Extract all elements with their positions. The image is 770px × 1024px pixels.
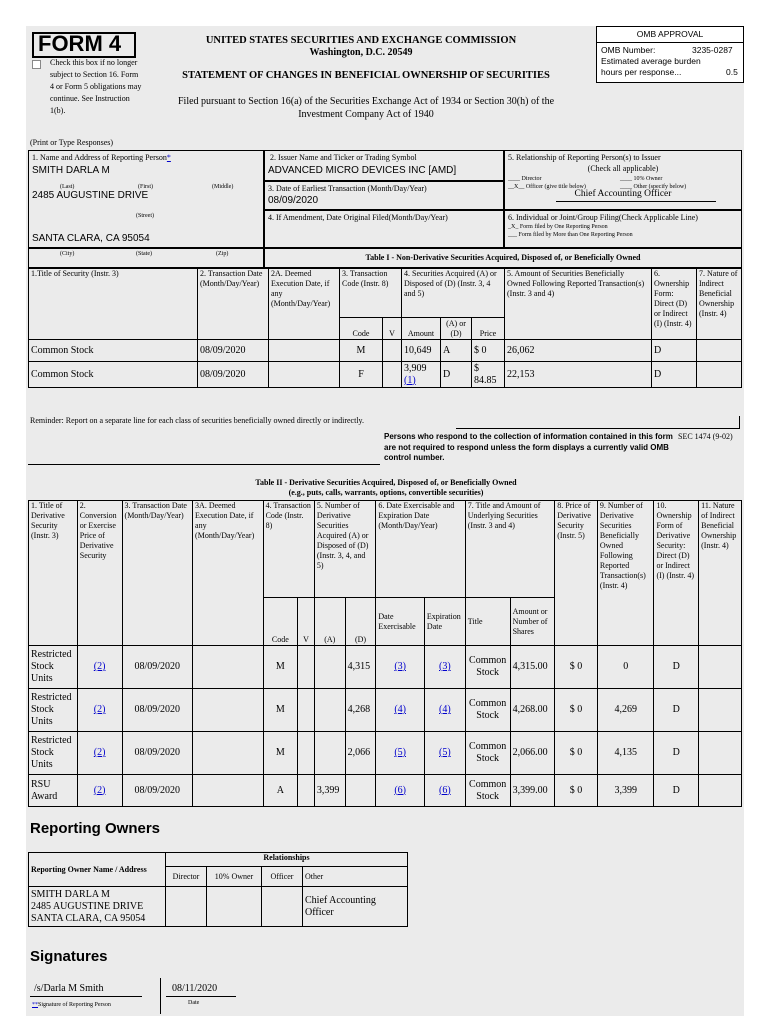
t2-h11: 11. Nature of Indirect Beneficial Ownership (Instr. 4): [699, 501, 742, 646]
zip-label: (Zip): [216, 251, 229, 257]
cell-exp: [424, 732, 465, 775]
footnote-link[interactable]: *: [166, 153, 171, 162]
footnote-link[interactable]: (4): [394, 704, 406, 715]
cell-deemed: [193, 689, 264, 732]
t1-h1: 1.Title of Security (Instr. 3): [29, 269, 198, 340]
footnote-link[interactable]: (5): [439, 747, 451, 758]
signatures-heading: Signatures: [30, 948, 108, 965]
footnote-link[interactable]: (2): [93, 747, 106, 758]
reporting-person-street: 2485 AUGUSTINE DRIVE: [32, 190, 149, 201]
cell-nature: [697, 340, 742, 362]
cell-conv: [77, 732, 122, 775]
cell-title: Restricted Stock Units: [29, 689, 78, 732]
ten-pct-option: ____ 10% Owner: [620, 176, 663, 182]
first-label: (First): [138, 184, 153, 190]
t1-h4: 4. Securities Acquired (A) or Disposed of (D) (Instr. 3, 4 and 5): [402, 269, 505, 318]
cell-a: [314, 732, 345, 775]
footnote-link[interactable]: (4): [439, 704, 451, 715]
cell-code: M: [263, 689, 298, 732]
cell-date: 08/09/2020: [122, 732, 193, 775]
t2-amount-h: Amount or Number of Shares: [510, 598, 555, 646]
city-label: (City): [60, 251, 75, 257]
last-label: (Last): [60, 184, 75, 190]
table-row: [29, 732, 742, 775]
table-row: [29, 340, 742, 362]
cell-d: 4,268: [345, 689, 376, 732]
amendment-label: 4. If Amendment, Date Original Filed(Month/Day/Year): [268, 213, 448, 222]
cell-price: $ 0: [555, 775, 598, 807]
cell-shares: 2,066.00: [510, 732, 555, 775]
cell-aord: A: [441, 340, 472, 362]
cell-v: [298, 689, 315, 732]
reporting-owners-heading: Reporting Owners: [30, 820, 161, 837]
owner-other: Chief Accounting Officer: [303, 887, 408, 927]
t2-h8: 8. Price of Derivative Security (Instr. 5): [555, 501, 598, 646]
cell-under: Common Stock: [465, 775, 510, 807]
cell-owned: 22,153: [505, 362, 652, 388]
issuer-name: ADVANCED MICRO DEVICES INC [AMD]: [268, 165, 457, 176]
cell-nature: [699, 646, 742, 689]
issuer-label: 2. Issuer Name and Ticker or Trading Symbol: [270, 153, 417, 162]
relationships-header: Relationships: [166, 853, 408, 867]
cell-code: M: [340, 340, 383, 362]
t2-date-ex-h: Date Exercisable: [376, 598, 425, 646]
t2-h5: 5. Number of Derivative Securities Acquired (A) or Disposed of (D) (Instr. 3, 4, and 5): [314, 501, 376, 598]
table-row: [29, 646, 742, 689]
t2-code-h: Code: [263, 598, 298, 646]
cell-price: $ 0: [555, 732, 598, 775]
cell-owned: 4,135: [597, 732, 654, 775]
officer-header: Officer: [262, 867, 303, 887]
cell-title: Common Stock: [29, 340, 198, 362]
cell-amount: 10,649: [402, 340, 441, 362]
reporting-person-label: 1. Name and Address of Reporting Person*: [32, 153, 171, 162]
table-row: [29, 689, 742, 732]
cell-amount: 3,909 (1): [402, 362, 441, 388]
cell-v: [383, 340, 402, 362]
t2-h2: 2. Conversion or Exercise Price of Derivative Security: [77, 501, 122, 646]
footnote-link[interactable]: (2): [93, 661, 106, 672]
omb-burden-label: Estimated average burden: [601, 56, 701, 66]
cell-conv: [77, 775, 122, 807]
cell-a: [314, 689, 345, 732]
cell-form: D: [654, 775, 699, 807]
cell-date: 08/09/2020: [122, 689, 193, 732]
cell-v: [298, 732, 315, 775]
cell-deemed: [193, 646, 264, 689]
cell-a: [314, 646, 345, 689]
t1-price-h: Price: [472, 318, 505, 340]
reporting-person-name: SMITH DARLA M: [32, 165, 110, 176]
relationship-sub: (Check all applicable): [587, 164, 659, 173]
omb-title: OMB APPROVAL: [636, 29, 704, 39]
cell-conv: [77, 646, 122, 689]
omb-hours: 0.5: [726, 67, 738, 77]
cell-shares: 3,399.00: [510, 775, 555, 807]
t1-h7: 7. Nature of Indirect Beneficial Ownership (Instr. 4): [697, 269, 742, 340]
cell-code: F: [340, 362, 383, 388]
t2-title-h: Title: [465, 598, 510, 646]
signature-line: [30, 996, 142, 997]
officer-title: Chief Accounting Officer: [574, 189, 672, 199]
cell-deemed: [269, 362, 340, 388]
statement-title: STATEMENT OF CHANGES IN BENEFICIAL OWNERSHIP OF SECURITIES: [182, 70, 550, 81]
relationship-label: 5. Relationship of Reporting Person(s) to Issuer: [508, 153, 661, 162]
cell-owned: 0: [597, 646, 654, 689]
state-label: (State): [136, 251, 152, 257]
sec-code: SEC 1474 (9-02): [678, 432, 733, 441]
cell-price: $ 0: [472, 340, 505, 362]
date-line: [166, 996, 236, 997]
omb-number: 3235-0287: [692, 45, 733, 55]
cell-code: M: [263, 646, 298, 689]
footnote-link[interactable]: (6): [439, 784, 451, 796]
ten-pct-header: 10% Owner: [207, 867, 262, 887]
t1-h2: 2. Transaction Date (Month/Day/Year): [198, 269, 269, 340]
form-page: [26, 26, 744, 1016]
t1-h3: 3. Transaction Code (Instr. 8): [340, 269, 402, 318]
cell-form: D: [652, 340, 697, 362]
cell-deemed: [269, 340, 340, 362]
other-header: Other: [303, 867, 408, 887]
cell-code: M: [263, 732, 298, 775]
notice-line: [28, 464, 380, 465]
cell-price: $ 0: [555, 689, 598, 732]
cell-nature: [699, 689, 742, 732]
footnote-link[interactable]: **: [32, 1002, 38, 1008]
check-box-instructions: Check this box if no longer subject to Section 16. Form 4 or Form 5 obligations may continue. See Instruction 1(b).: [50, 58, 142, 115]
derivative-table: [28, 500, 742, 807]
owner-address: SMITH DARLA M 2485 AUGUSTINE DRIVE SANTA CLARA, CA 95054: [29, 887, 166, 927]
other-option: ____ Other (specify below): [620, 184, 687, 190]
cell-d: 4,315: [345, 646, 376, 689]
reminder-tick: [739, 416, 740, 428]
cell-d: [345, 775, 376, 807]
cell-a: 3,399: [314, 775, 345, 807]
cell-form: D: [652, 362, 697, 388]
cell-shares: 4,315.00: [510, 646, 555, 689]
t2-h9: 9. Number of Derivative Securities Beneficially Owned Following Reported Transaction(s) (Instr. 4): [597, 501, 654, 646]
cell-deemed: [193, 732, 264, 775]
t2-h10: 10. Ownership Form of Derivative Security: Direct (D) or Indirect (I) (Instr. 4): [654, 501, 699, 646]
director-option: ____ Director: [508, 176, 542, 182]
cell-aord: D: [441, 362, 472, 388]
reporting-owners-table: [28, 852, 408, 927]
earliest-date-label: 3. Date of Earliest Transaction (Month/Day/Year): [268, 184, 427, 193]
cell-d: 2,066: [345, 732, 376, 775]
cell-date: 08/09/2020: [122, 646, 193, 689]
cell-date: 08/09/2020: [198, 362, 269, 388]
form-title: FORM 4: [38, 31, 122, 56]
cell-owned: 3,399: [597, 775, 654, 807]
footnote-link[interactable]: (3): [439, 661, 451, 672]
t2-d-h: (D): [345, 598, 376, 646]
no-longer-subject-checkbox[interactable]: [32, 60, 41, 69]
cell-deemed: [193, 775, 264, 807]
table2-subtitle: (e.g., puts, calls, warrants, options, convertible securities): [288, 488, 484, 497]
cell-exp: [424, 646, 465, 689]
middle-label: (Middle): [212, 184, 234, 190]
cell-ex: [376, 732, 425, 775]
reminder-line: [456, 428, 740, 429]
signature-name: /s/Darla M Smith: [34, 983, 104, 994]
t1-code-h: Code: [340, 318, 383, 340]
table-row: [29, 775, 742, 807]
t2-exp-h: Expiration Date: [424, 598, 465, 646]
cell-ex: [376, 689, 425, 732]
director-header: Director: [166, 867, 207, 887]
officer-title-line: [556, 201, 716, 202]
t2-v-h: V: [298, 598, 315, 646]
footnote-link[interactable]: (3): [394, 661, 406, 672]
footnote-link[interactable]: (5): [394, 747, 406, 758]
non-derivative-table: [28, 268, 742, 388]
earliest-date: 08/09/2020: [268, 195, 319, 206]
footnote-link[interactable]: (1): [404, 374, 416, 386]
t1-aord-h: (A) or (D): [441, 318, 472, 340]
cell-owned: 4,269: [597, 689, 654, 732]
cell-shares: 4,268.00: [510, 689, 555, 732]
filing-label: 6. Individual or Joint/Group Filing(Check Applicable Line): [508, 213, 698, 222]
filing-one: _X_ Form filed by One Reporting Person: [508, 224, 608, 230]
t2-a-h: (A): [314, 598, 345, 646]
t2-h3: 3. Transaction Date (Month/Day/Year): [122, 501, 193, 646]
cell-v: [298, 775, 315, 807]
filing-more: ___ Form filed by More than One Reporting Person: [508, 232, 633, 238]
street-label: (Street): [136, 213, 154, 219]
t2-h1: 1. Title of Derivative Security (Instr. 3): [29, 501, 78, 646]
cell-form: D: [654, 732, 699, 775]
cell-title: Common Stock: [29, 362, 198, 388]
agency-city: Washington, D.C. 20549: [309, 47, 413, 58]
cell-form: D: [654, 689, 699, 732]
cell-v: [383, 362, 402, 388]
cell-price: $ 84.85: [472, 362, 505, 388]
cell-code: A: [263, 775, 298, 807]
footnote-link[interactable]: (2): [93, 704, 106, 715]
omb-hours-label: hours per response...: [601, 67, 682, 77]
t2-h3a: 3A. Deemed Execution Date, if any (Month/Day/Year): [193, 501, 264, 646]
t1-amount-h: Amount: [402, 318, 441, 340]
t1-v-h: V: [383, 318, 402, 340]
cell-conv: [77, 689, 122, 732]
filed-pursuant: Filed pursuant to Section 16(a) of the Securities Exchange Act of 1934 or Section 30(h) of the Investment Company Act of 1940: [177, 96, 555, 120]
officer-option: __X__ Officer (give title below): [508, 184, 586, 190]
cell-under: Common Stock: [465, 646, 510, 689]
owner-name-header: Reporting Owner Name / Address: [29, 853, 166, 887]
cell-under: Common Stock: [465, 732, 510, 775]
cell-date: 08/09/2020: [122, 775, 193, 807]
t2-h7: 7. Title and Amount of Underlying Securities (Instr. 3 and 4): [465, 501, 554, 598]
cell-title: Restricted Stock Units: [29, 732, 78, 775]
cell-ex: [376, 775, 425, 807]
agency-name: UNITED STATES SECURITIES AND EXCHANGE COMMISSION: [205, 35, 517, 46]
cell-price: $ 0: [555, 646, 598, 689]
t2-h4: 4. Transaction Code (Instr. 8): [263, 501, 314, 598]
omb-number-label: OMB Number:: [601, 45, 656, 55]
cell-v: [298, 646, 315, 689]
footnote-link[interactable]: (2): [93, 784, 106, 796]
cell-title: Restricted Stock Units: [29, 646, 78, 689]
signature-label: **Signature of Reporting Person: [32, 1002, 111, 1008]
cell-under: Common Stock: [465, 689, 510, 732]
signature-divider: [160, 978, 161, 1014]
t1-h6: 6. Ownership Form: Direct (D) or Indirect (I) (Instr. 4): [652, 269, 697, 340]
cell-title: RSU Award: [29, 775, 78, 807]
persons-notice: Persons who respond to the collection of information contained in this form are not required to respond unless the form displays a currently valid OMB control number.: [384, 432, 673, 462]
t1-h2a: 2A. Deemed Execution Date, if any (Month/Day/Year): [269, 269, 340, 340]
cell-nature: [699, 775, 742, 807]
cell-ex: [376, 646, 425, 689]
table2-title: Table II - Derivative Securities Acquired, Disposed of, or Beneficially Owned: [255, 478, 517, 487]
cell-exp: [424, 775, 465, 807]
cell-nature: [697, 362, 742, 388]
cell-nature: [699, 732, 742, 775]
cell-form: D: [654, 646, 699, 689]
print-type-note: (Print or Type Responses): [30, 138, 114, 147]
t1-h5: 5. Amount of Securities Beneficially Owned Following Reported Transaction(s) (Instr. 3 and 4): [505, 269, 652, 340]
cell-owned: 26,062: [505, 340, 652, 362]
omb-divider: [596, 42, 744, 43]
cell-exp: [424, 689, 465, 732]
date-label: Date: [188, 1000, 200, 1006]
footnote-link[interactable]: (6): [394, 784, 406, 796]
table-row: [29, 362, 742, 388]
reporting-person-city: SANTA CLARA, CA 95054: [32, 233, 150, 244]
cell-date: 08/09/2020: [198, 340, 269, 362]
reminder-note: Reminder: Report on a separate line for each class of securities beneficially owned directly or indirectly.: [30, 416, 365, 425]
signature-date: 08/11/2020: [172, 983, 218, 994]
table1-title: Table I - Non-Derivative Securities Acquired, Disposed of, or Beneficially Owned: [365, 253, 641, 262]
t2-h6: 6. Date Exercisable and Expiration Date (Month/Day/Year): [376, 501, 465, 598]
